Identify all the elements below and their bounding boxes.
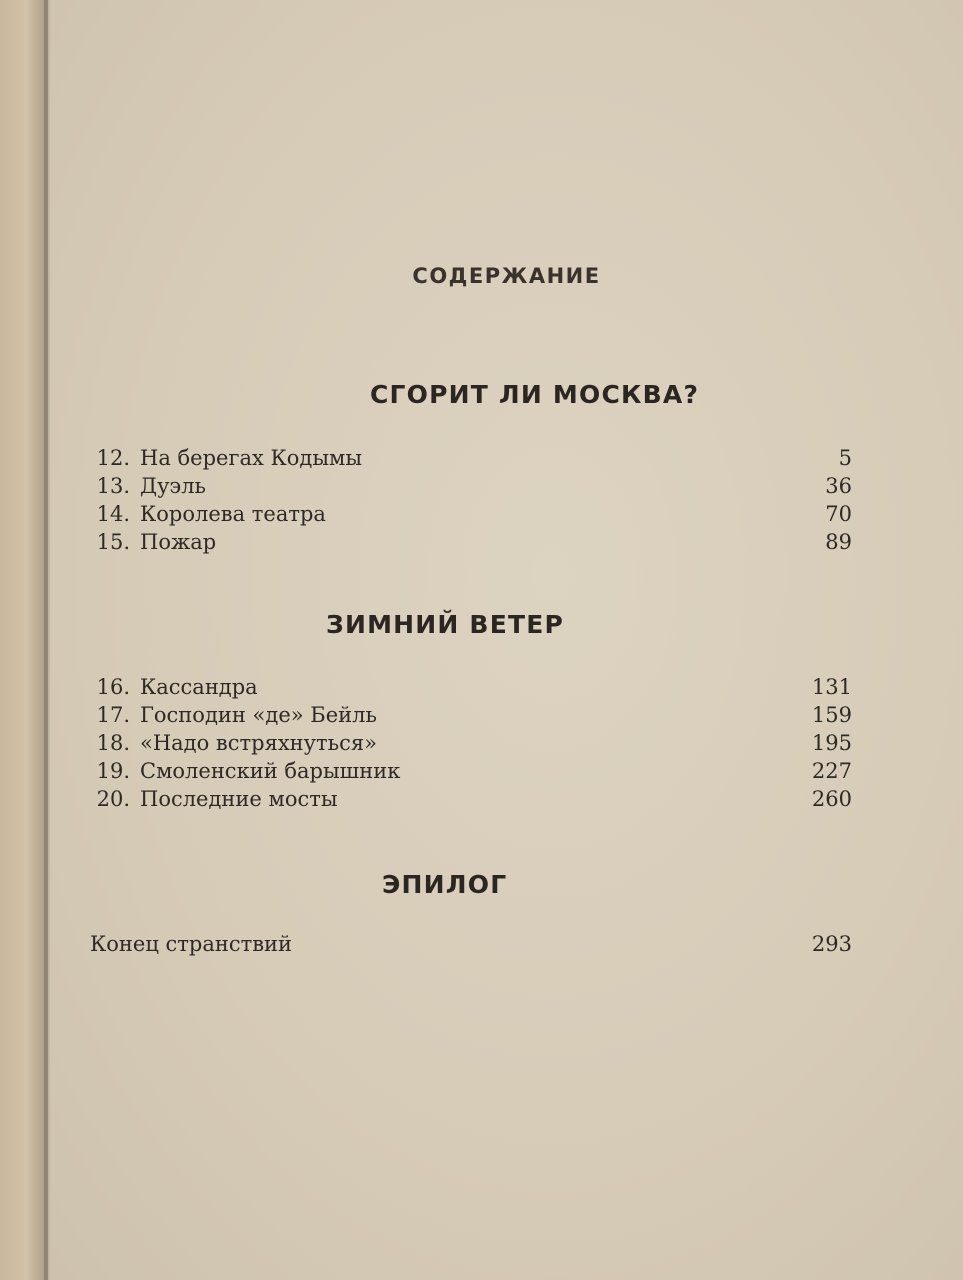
toc-list-1 <box>90 444 852 556</box>
chapter-title: Кассандра <box>140 675 258 699</box>
page-number: 293 <box>811 932 852 956</box>
chapter-title: Дуэль <box>140 474 206 498</box>
toc-entry <box>90 500 852 528</box>
chapter-title: Последние мосты <box>140 787 338 811</box>
page-number: 131 <box>811 675 852 699</box>
chapter-number: 14. <box>96 502 130 526</box>
section-title-3: ЭПИЛОГ <box>382 870 508 899</box>
chapter-number: 15. <box>96 530 130 554</box>
contents-title: СОДЕРЖАНИЕ <box>412 264 601 288</box>
chapter-number: 12. <box>96 446 130 470</box>
chapter-title: Конец странствий <box>90 932 293 956</box>
toc-entry <box>90 729 852 757</box>
page-number: 89 <box>825 530 852 554</box>
chapter-number: 19. <box>96 759 130 783</box>
page-number: 195 <box>811 731 852 755</box>
chapter-title: На берегах Кодымы <box>140 446 363 470</box>
chapter-number: 18. <box>96 731 130 755</box>
toc-list-3 <box>90 930 852 958</box>
toc-entry <box>90 757 852 785</box>
page-number: 260 <box>811 787 852 811</box>
toc-entry <box>90 528 852 556</box>
book-page <box>50 0 963 1280</box>
page-number: 36 <box>825 474 852 498</box>
section-title-2: ЗИМНИЙ ВЕТЕР <box>326 610 565 639</box>
page-number: 5 <box>838 446 852 470</box>
toc-list-2 <box>90 673 852 813</box>
book-gutter <box>0 0 48 1280</box>
chapter-number: 20. <box>96 787 130 811</box>
toc-entry <box>90 701 852 729</box>
page-number: 159 <box>811 703 852 727</box>
chapter-title: Господин «де» Бейль <box>140 703 377 727</box>
chapter-title: «Надо встряхнуться» <box>140 731 377 755</box>
chapter-title: Королева театра <box>140 502 326 526</box>
chapter-title: Пожар <box>140 530 217 554</box>
page-number: 70 <box>825 502 852 526</box>
toc-entry <box>90 785 852 813</box>
toc-entry <box>90 472 852 500</box>
toc-entry <box>90 673 852 701</box>
chapter-number: 16. <box>96 675 130 699</box>
toc-entry <box>90 444 852 472</box>
chapter-number: 17. <box>96 703 130 727</box>
chapter-title: Смоленский барышник <box>140 759 401 783</box>
chapter-number: 13. <box>96 474 130 498</box>
toc-entry <box>90 930 852 958</box>
page-number: 227 <box>811 759 852 783</box>
section-title-1: СГОРИТ ЛИ МОСКВА? <box>370 380 700 409</box>
